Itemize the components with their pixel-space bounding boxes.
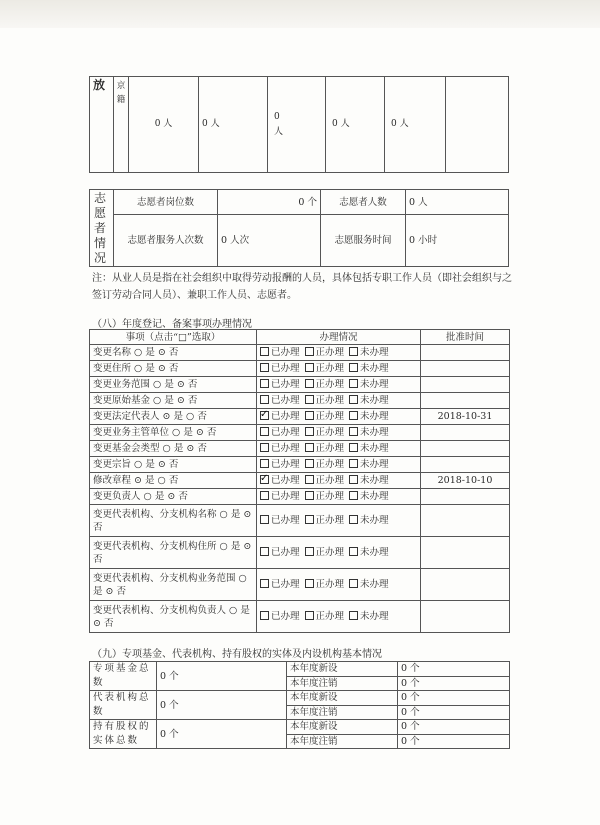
registration-item: 变更业务主管单位 ○ 是 ⊙ 否	[90, 425, 257, 441]
checkbox-icon[interactable]	[349, 459, 358, 468]
registration-item: 变更代表机构、分支机构住所 ○ 是 ⊙ 否	[90, 537, 257, 569]
table-row	[90, 505, 510, 537]
status-option-label: 未办理	[360, 491, 389, 502]
checkbox-icon[interactable]	[260, 347, 269, 356]
registration-item: 变更名称 ○ 是 ⊙ 否	[90, 345, 257, 361]
status-option[interactable]	[305, 411, 345, 422]
approval-date	[421, 537, 510, 569]
status-option-label: 正办理	[315, 347, 345, 358]
status-option-label: 已办理	[271, 491, 300, 502]
table-row	[90, 473, 510, 489]
status-option[interactable]	[305, 427, 345, 438]
new-value: 0 个	[398, 720, 510, 735]
status-option[interactable]	[260, 491, 300, 502]
status-option-label: 未办理	[360, 379, 389, 390]
registration-item: 变更基金会类型 ○ 是 ⊙ 否	[90, 441, 257, 457]
cancel-label: 本年度注销	[287, 705, 398, 720]
new-label: 本年度新设	[287, 720, 398, 735]
registration-item: 修改章程 ⊙ 是 ○ 否	[90, 473, 257, 489]
scan-top-edge	[0, 0, 600, 28]
institution-total: 0 个	[157, 662, 287, 691]
approval-date: 2018-10-10	[421, 473, 510, 489]
table-row	[90, 409, 510, 425]
cancel-value: 0 个	[398, 705, 510, 720]
volunteer-count-value: 0 人	[406, 190, 509, 215]
checkbox-icon[interactable]	[305, 459, 314, 468]
status-option[interactable]	[349, 363, 389, 374]
checkbox-icon[interactable]	[349, 475, 358, 484]
institution-label: 代表机构总数	[90, 691, 157, 720]
status-option-label: 已办理	[271, 547, 300, 558]
registration-item: 变更宗旨 ○ 是 ⊙ 否	[90, 457, 257, 473]
checkbox-icon[interactable]	[349, 427, 358, 436]
volunteer-service-count-value: 0 人次	[218, 215, 321, 267]
registration-status	[257, 377, 421, 393]
volunteer-posts-label: 志愿者岗位数	[114, 190, 218, 215]
header-item: 事项（点击“□”选取）	[90, 330, 257, 345]
checkbox-icon[interactable]	[349, 491, 358, 500]
checkbox-icon[interactable]	[305, 347, 314, 356]
status-option[interactable]	[349, 347, 389, 358]
checkbox-icon[interactable]	[349, 347, 358, 356]
approval-date	[421, 569, 510, 601]
row-label: 放	[90, 77, 114, 173]
registration-status	[257, 425, 421, 441]
status-option-label: 未办理	[360, 427, 389, 438]
approval-date	[421, 489, 510, 505]
cancel-label: 本年度注销	[287, 676, 398, 691]
table-row	[90, 457, 510, 473]
checkbox-icon[interactable]	[305, 395, 314, 404]
table-row	[90, 489, 510, 505]
checkbox-icon[interactable]	[260, 515, 269, 524]
status-option[interactable]	[349, 475, 389, 486]
status-option-label: 正办理	[315, 427, 345, 438]
table-row	[90, 569, 510, 601]
status-option[interactable]	[305, 579, 345, 590]
approval-date: 2018-10-31	[421, 409, 510, 425]
cancel-value: 0 个	[398, 734, 510, 749]
registration-status	[257, 489, 421, 505]
checkbox-icon[interactable]	[349, 443, 358, 452]
registration-status	[257, 537, 421, 569]
cancel-label: 本年度注销	[287, 734, 398, 749]
volunteer-service-time-value: 0 小时	[406, 215, 509, 267]
checkbox-icon[interactable]	[305, 475, 314, 484]
status-option[interactable]	[305, 347, 345, 358]
registration-item: 变更代表机构、分支机构名称 ○ 是 ⊙ 否	[90, 505, 257, 537]
registration-table	[89, 329, 510, 633]
registration-item: 变更业务范围 ○ 是 ⊙ 否	[90, 377, 257, 393]
status-option-label: 已办理	[271, 611, 300, 622]
registration-item: 变更住所 ○ 是 ⊙ 否	[90, 361, 257, 377]
institution-table	[89, 661, 510, 749]
volunteer-count-label: 志愿者人数	[321, 190, 406, 215]
approval-date	[421, 393, 510, 409]
header-date: 批准时间	[421, 330, 510, 345]
registration-status	[257, 361, 421, 377]
institution-label: 专项基金总数	[90, 662, 157, 691]
checkbox-icon[interactable]	[260, 427, 269, 436]
registration-status	[257, 345, 421, 361]
table-row	[90, 441, 510, 457]
table-row	[90, 662, 510, 677]
checkbox-icon[interactable]	[305, 611, 314, 620]
status-option[interactable]	[349, 515, 389, 526]
status-option[interactable]	[260, 427, 300, 438]
status-option-label: 已办理	[271, 411, 300, 422]
status-option[interactable]	[349, 411, 389, 422]
checkbox-icon[interactable]	[260, 475, 269, 484]
status-option-label: 已办理	[271, 347, 300, 358]
volunteer-table	[89, 189, 509, 267]
registration-status	[257, 409, 421, 425]
status-option[interactable]	[260, 347, 300, 358]
status-option-label: 未办理	[360, 475, 389, 486]
status-option[interactable]	[349, 459, 389, 470]
checkbox-icon[interactable]	[305, 363, 314, 372]
status-option-label: 正办理	[315, 611, 345, 622]
checkbox-icon[interactable]	[349, 611, 358, 620]
registration-status	[257, 441, 421, 457]
status-option[interactable]	[260, 363, 300, 374]
registration-status	[257, 393, 421, 409]
cancel-value: 0 个	[398, 676, 510, 691]
registration-item: 变更法定代表人 ⊙ 是 ○ 否	[90, 409, 257, 425]
registration-status	[257, 601, 421, 633]
status-option-label: 正办理	[315, 579, 345, 590]
checkbox-icon[interactable]	[349, 363, 358, 372]
checkbox-icon[interactable]	[305, 411, 314, 420]
header-status: 办理情况	[257, 330, 421, 345]
registration-item: 变更代表机构、分支机构业务范围 ○ 是 ⊙ 否	[90, 569, 257, 601]
staff-cell: 0 人	[385, 77, 446, 173]
checkbox-icon[interactable]	[260, 395, 269, 404]
status-option-label: 已办理	[271, 395, 300, 406]
checkbox-icon[interactable]	[305, 579, 314, 588]
section-8-title: （八）年度登记、备案事项办理情况	[92, 319, 252, 330]
checkbox-icon[interactable]	[349, 515, 358, 524]
status-option-label: 未办理	[360, 443, 389, 454]
institution-label: 持有股权的实体总数	[90, 720, 157, 749]
staff-cell: 0 人	[326, 77, 385, 173]
approval-date	[421, 457, 510, 473]
checkbox-icon[interactable]	[349, 579, 358, 588]
checkbox-icon[interactable]	[349, 379, 358, 388]
institution-total: 0 个	[157, 720, 287, 749]
volunteer-posts-value: 0 个	[218, 190, 321, 215]
approval-date	[421, 377, 510, 393]
status-option[interactable]	[305, 491, 345, 502]
staff-note: 注：从业人员是指在社会组织中取得劳动报酬的人员，具体包括专职工作人员（即社会组织与之签订劳动合同人员）、兼职工作人员、志愿者。	[92, 273, 512, 301]
checkbox-icon[interactable]	[349, 411, 358, 420]
volunteer-label: 志愿者情况	[90, 190, 114, 267]
checkbox-icon[interactable]	[305, 379, 314, 388]
status-option[interactable]	[260, 475, 300, 486]
checkbox-icon[interactable]	[260, 363, 269, 372]
status-option-label: 未办理	[360, 547, 389, 558]
status-option-label: 正办理	[315, 443, 345, 454]
table-row	[90, 601, 510, 633]
status-option-label: 已办理	[271, 363, 300, 374]
registration-status	[257, 473, 421, 489]
status-option-label: 已办理	[271, 459, 300, 470]
checkbox-icon[interactable]	[305, 491, 314, 500]
staff-cell-empty	[446, 77, 509, 173]
status-option[interactable]	[349, 395, 389, 406]
table-row	[90, 393, 510, 409]
registration-item: 变更代表机构、分支机构负责人 ○ 是 ⊙ 否	[90, 601, 257, 633]
table-row	[90, 537, 510, 569]
approval-date	[421, 425, 510, 441]
status-option[interactable]	[349, 547, 389, 558]
status-option[interactable]	[260, 547, 300, 558]
status-option[interactable]	[305, 459, 345, 470]
status-option-label: 正办理	[315, 395, 345, 406]
table-row	[90, 377, 510, 393]
status-option-label: 未办理	[360, 411, 389, 422]
status-option[interactable]	[260, 579, 300, 590]
status-option-label: 未办理	[360, 395, 389, 406]
status-option[interactable]	[260, 459, 300, 470]
status-option-label: 已办理	[271, 515, 300, 526]
status-option-label: 未办理	[360, 363, 389, 374]
status-option[interactable]	[260, 379, 300, 390]
status-option-label: 正办理	[315, 475, 345, 486]
new-label: 本年度新设	[287, 691, 398, 706]
status-option[interactable]	[305, 547, 345, 558]
checkbox-icon[interactable]	[260, 491, 269, 500]
status-option[interactable]	[260, 515, 300, 526]
checkbox-icon[interactable]	[349, 395, 358, 404]
checkbox-icon[interactable]	[305, 547, 314, 556]
status-option-label: 已办理	[271, 579, 300, 590]
table-row	[90, 345, 510, 361]
status-option-label: 正办理	[315, 515, 345, 526]
status-option[interactable]	[349, 491, 389, 502]
approval-date	[421, 601, 510, 633]
status-option-label: 未办理	[360, 611, 389, 622]
status-option-label: 正办理	[315, 459, 345, 470]
registration-item: 变更负责人 ○ 是 ⊙ 否	[90, 489, 257, 505]
volunteer-service-time-label: 志愿服务时间	[321, 215, 406, 267]
status-option-label: 正办理	[315, 363, 345, 374]
status-option[interactable]	[260, 411, 300, 422]
checkbox-icon[interactable]	[349, 547, 358, 556]
status-option[interactable]	[260, 611, 300, 622]
registration-item: 变更原始基金 ○ 是 ⊙ 否	[90, 393, 257, 409]
approval-date	[421, 505, 510, 537]
status-option-label: 正办理	[315, 491, 345, 502]
status-option[interactable]	[305, 379, 345, 390]
table-row	[90, 361, 510, 377]
checkbox-icon[interactable]	[305, 515, 314, 524]
status-option[interactable]	[260, 443, 300, 454]
checkbox-icon[interactable]	[305, 427, 314, 436]
status-option-label: 未办理	[360, 459, 389, 470]
status-option-label: 已办理	[271, 443, 300, 454]
status-option[interactable]	[349, 427, 389, 438]
staff-cell: 0 人	[129, 77, 199, 173]
registration-status	[257, 569, 421, 601]
checkbox-icon[interactable]	[305, 443, 314, 452]
status-option[interactable]	[349, 579, 389, 590]
staff-cell: 0人	[268, 77, 326, 173]
new-label: 本年度新设	[287, 662, 398, 677]
institution-total: 0 个	[157, 691, 287, 720]
status-option[interactable]	[305, 611, 345, 622]
status-option-label: 已办理	[271, 379, 300, 390]
table-row	[90, 691, 510, 706]
volunteer-service-count-label: 志愿者服务人次数	[114, 215, 218, 267]
status-option[interactable]	[305, 443, 345, 454]
status-option-label: 未办理	[360, 579, 389, 590]
table-row	[90, 425, 510, 441]
registration-status	[257, 505, 421, 537]
status-option-label: 已办理	[271, 475, 300, 486]
status-option[interactable]	[305, 395, 345, 406]
status-option[interactable]	[349, 443, 389, 454]
checkbox-icon[interactable]	[260, 459, 269, 468]
new-value: 0 个	[398, 662, 510, 677]
status-option-label: 未办理	[360, 347, 389, 358]
status-option[interactable]	[305, 475, 345, 486]
status-option[interactable]	[349, 611, 389, 622]
new-value: 0 个	[398, 691, 510, 706]
approval-date	[421, 441, 510, 457]
checkbox-icon[interactable]	[260, 547, 269, 556]
checkbox-icon[interactable]	[260, 379, 269, 388]
status-option[interactable]	[305, 363, 345, 374]
table-row	[90, 720, 510, 735]
checkbox-icon[interactable]	[260, 579, 269, 588]
checkbox-icon[interactable]	[260, 611, 269, 620]
approval-date	[421, 361, 510, 377]
sub-label: 京籍	[114, 77, 129, 173]
status-option-label: 未办理	[360, 515, 389, 526]
status-option[interactable]	[349, 379, 389, 390]
section-9-title: （九）专项基金、代表机构、持有股权的实体及内设机构基本情况	[92, 649, 382, 660]
checkbox-icon[interactable]	[260, 411, 269, 420]
status-option-label: 正办理	[315, 411, 345, 422]
staff-table-fragment	[89, 76, 509, 173]
staff-cell: 0 人	[199, 77, 268, 173]
registration-status	[257, 457, 421, 473]
status-option-label: 正办理	[315, 379, 345, 390]
status-option-label: 正办理	[315, 547, 345, 558]
status-option-label: 已办理	[271, 427, 300, 438]
approval-date	[421, 345, 510, 361]
status-option[interactable]	[260, 395, 300, 406]
status-option[interactable]	[305, 515, 345, 526]
checkbox-icon[interactable]	[260, 443, 269, 452]
